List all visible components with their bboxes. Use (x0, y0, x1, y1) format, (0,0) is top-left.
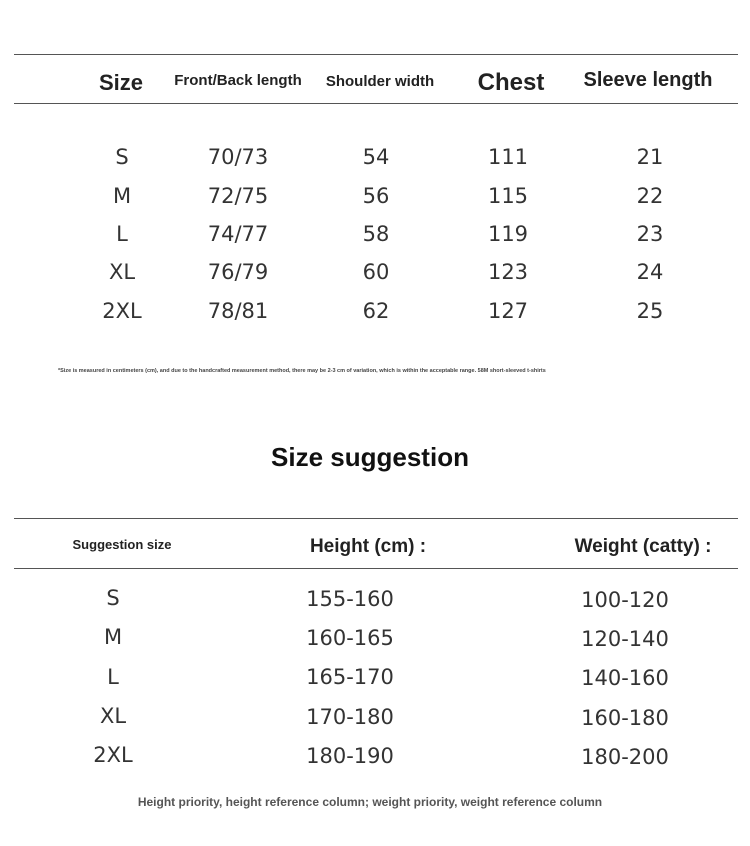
size-cell: XL (108, 260, 136, 284)
suggestion-header-height: Height (cm) : (309, 536, 427, 557)
size-chart-top-rule (14, 54, 738, 55)
shoulder-cell: 54 (362, 145, 390, 169)
shoulder-cell: 62 (362, 299, 390, 323)
shoulder-cell: 58 (362, 222, 390, 246)
size-chart-header-sleeve: Sleeve length (583, 69, 713, 91)
suggestion-size-cell: S (106, 586, 120, 610)
shoulder-cell: 56 (362, 184, 390, 208)
length-cell: 76/79 (207, 260, 269, 284)
size-cell: L (116, 222, 128, 246)
suggestion-header-rule (14, 568, 738, 569)
length-cell: 72/75 (207, 184, 269, 208)
length-cell: 74/77 (207, 222, 269, 246)
chest-cell: 123 (487, 260, 529, 284)
height-cell: 170-180 (306, 705, 394, 729)
height-cell: 160-165 (306, 626, 394, 650)
length-cell: 70/73 (207, 145, 269, 169)
length-cell: 78/81 (207, 299, 269, 323)
size-chart-header-length: Front/Back length (174, 72, 302, 89)
suggestion-size-cell: M (103, 625, 123, 649)
size-chart-header-rule (14, 103, 738, 104)
sleeve-cell: 25 (636, 299, 664, 323)
suggestion-header-size: Suggestion size (72, 537, 172, 552)
suggestion-size-cell: L (107, 665, 119, 689)
weight-cell: 180-200 (581, 745, 669, 769)
section-title: Size suggestion (271, 442, 469, 472)
chest-cell: 115 (487, 184, 529, 208)
measurement-note: *Size is measured in centimeters (cm), and due to the handcrafted measurement method, there may be 2-3 cm of variation, which is within the acceptable range. 58M short-sleeved t-shirts (58, 368, 546, 374)
chest-cell: 127 (487, 299, 529, 323)
weight-cell: 100-120 (581, 588, 669, 612)
sleeve-cell: 21 (636, 145, 664, 169)
size-chart-header-chest: Chest (477, 69, 545, 96)
footer-note: Height priority, height reference column; weight priority, weight reference column (137, 795, 603, 809)
size-chart-header-shoulder: Shoulder width (325, 73, 435, 90)
suggestion-top-rule (14, 518, 738, 519)
height-cell: 180-190 (306, 744, 394, 768)
height-cell: 155-160 (306, 587, 394, 611)
weight-cell: 160-180 (581, 706, 669, 730)
suggestion-header-weight: Weight (catty) : (574, 536, 712, 557)
sleeve-cell: 24 (636, 260, 664, 284)
sleeve-cell: 22 (636, 184, 664, 208)
weight-cell: 120-140 (581, 627, 669, 651)
height-cell: 165-170 (306, 665, 394, 689)
chest-cell: 111 (487, 145, 529, 169)
size-cell: 2XL (102, 299, 142, 323)
sleeve-cell: 23 (636, 222, 664, 246)
size-chart-header-size: Size (98, 70, 144, 95)
chest-cell: 119 (487, 222, 529, 246)
size-cell: M (112, 184, 132, 208)
shoulder-cell: 60 (362, 260, 390, 284)
suggestion-size-cell: XL (99, 704, 127, 728)
size-cell: S (115, 145, 129, 169)
suggestion-size-cell: 2XL (93, 743, 133, 767)
weight-cell: 140-160 (581, 666, 669, 690)
